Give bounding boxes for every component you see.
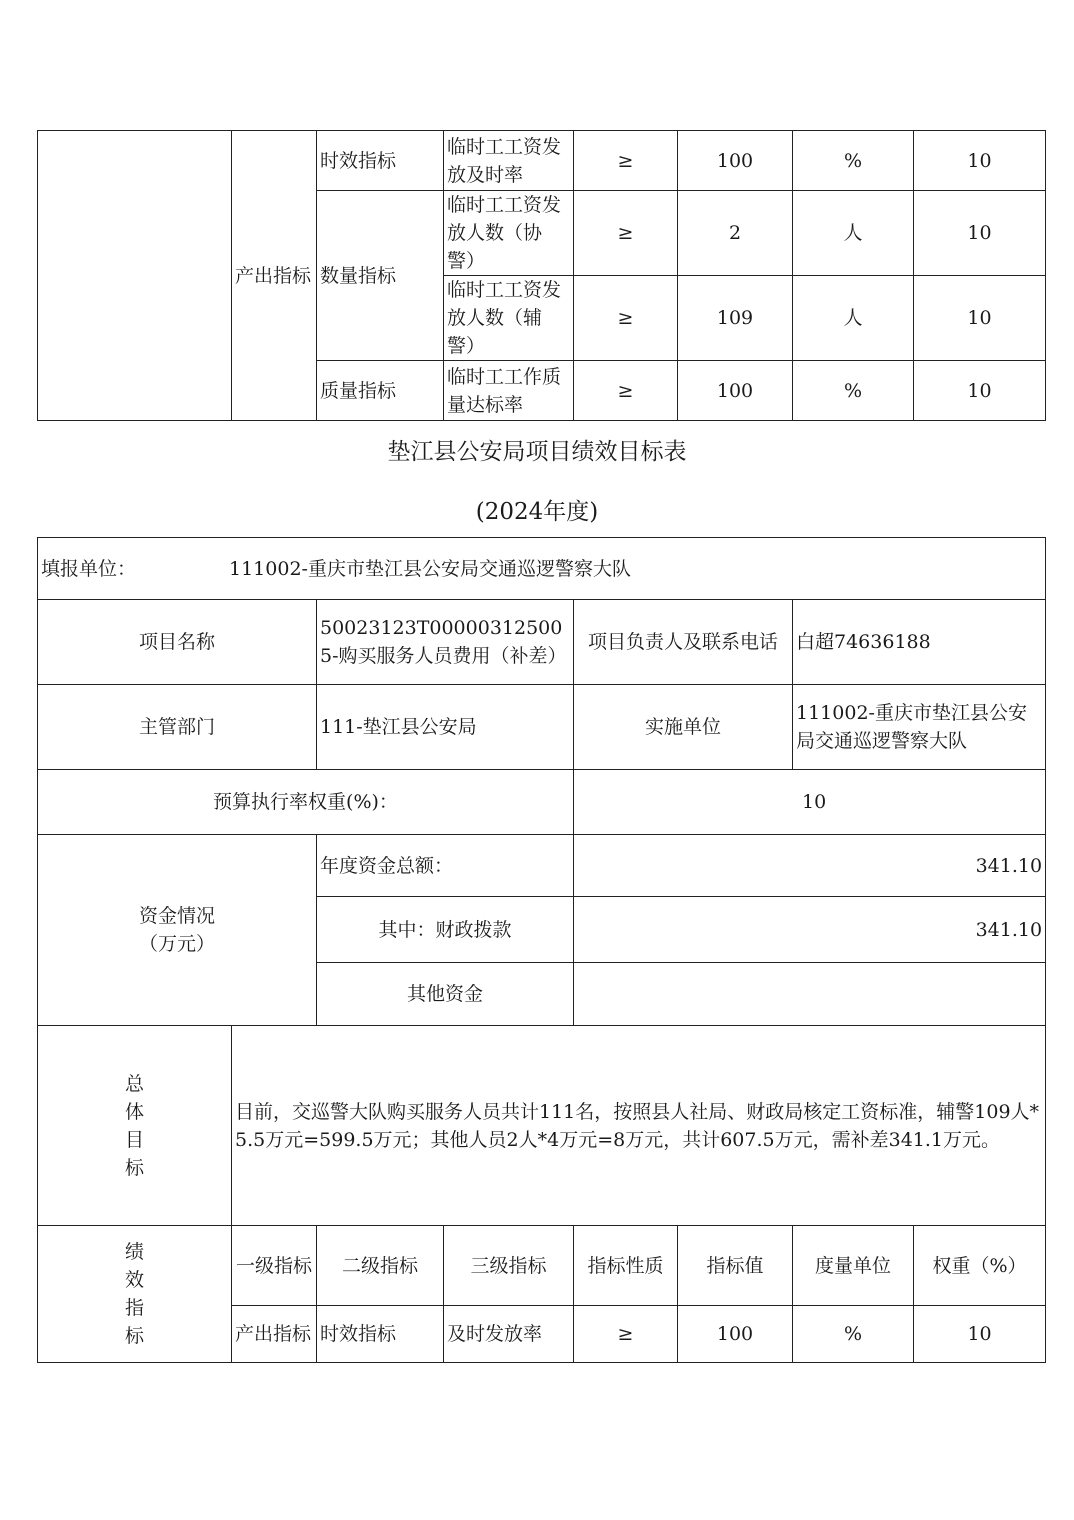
reporting-unit-row — [38, 538, 1046, 600]
level1-cell: 产出指标 — [232, 131, 317, 421]
header-weight: 权重（%） — [914, 1226, 1046, 1306]
header-level1: 一级指标 — [232, 1226, 317, 1306]
header-value: 指标值 — [678, 1226, 793, 1306]
goal-label: 总体目标 — [124, 1072, 144, 1179]
funds-label-cell — [38, 835, 317, 1026]
header-nature: 指标性质 — [574, 1226, 678, 1306]
weight-cell: 10 — [914, 276, 1046, 361]
project-name-label: 项目名称 — [38, 600, 317, 685]
funds-total-value: 341.10 — [574, 835, 1046, 897]
level3-cell: 临时工工资发放人数（协警） — [444, 191, 574, 276]
funds-other-value — [574, 963, 1046, 1026]
nature-cell: ≥ — [574, 1306, 678, 1363]
unit-cell: 人 — [793, 276, 914, 361]
document-subtitle: (2024年度) — [475, 499, 599, 525]
table-row — [38, 131, 1046, 191]
blank-cell — [38, 131, 232, 421]
unit-cell: % — [793, 361, 914, 421]
level3-cell: 临时工工资发放及时率 — [444, 131, 574, 191]
project-lead-label: 项目负责人及联系电话 — [574, 600, 793, 685]
level3-cell: 临时工工资发放人数（辅警） — [444, 276, 574, 361]
table-row — [38, 1026, 1046, 1226]
header-level2: 二级指标 — [317, 1226, 444, 1306]
goal-text: 目前，交巡警大队购买服务人员共计111名，按照县人社局、财政局核定工资标准，辅警109人*5.5万元=599.5万元；其他人员2人*4万元=8万元，共计607.5万元，需补差341.1万元。 — [232, 1026, 1046, 1226]
impl-unit-value: 111002-重庆市垫江县公安局交通巡逻警察大队 — [793, 685, 1046, 770]
weight-cell: 10 — [914, 1306, 1046, 1363]
level2-cell: 时效指标 — [317, 131, 444, 191]
nature-cell: ≥ — [574, 276, 678, 361]
level2-cell: 时效指标 — [317, 1306, 444, 1363]
unit-cell: % — [793, 1306, 914, 1363]
continued-indicator-table — [37, 130, 1046, 421]
table-row — [38, 1226, 1046, 1306]
budget-rate-label: 预算执行率权重(%)： — [38, 770, 574, 835]
value-cell: 100 — [678, 361, 793, 421]
dept-label: 主管部门 — [38, 685, 317, 770]
unit-cell: % — [793, 131, 914, 191]
weight-cell: 10 — [914, 191, 1046, 276]
funds-other-label: 其他资金 — [317, 963, 574, 1026]
table-row — [38, 600, 1046, 685]
nature-cell: ≥ — [574, 191, 678, 276]
perf-label-cell — [38, 1226, 232, 1363]
level1-cell: 产出指标 — [232, 1306, 317, 1363]
value-cell: 109 — [678, 276, 793, 361]
nature-cell: ≥ — [574, 361, 678, 421]
value-cell: 100 — [678, 131, 793, 191]
value-cell: 2 — [678, 191, 793, 276]
level2-cell: 质量指标 — [317, 361, 444, 421]
reporting-unit-label: 填报单位： — [41, 557, 137, 580]
level3-cell: 临时工工作质量达标率 — [444, 361, 574, 421]
level2-cell: 数量指标 — [317, 191, 444, 361]
header-unit: 度量单位 — [793, 1226, 914, 1306]
unit-cell: 人 — [793, 191, 914, 276]
header-level3: 三级指标 — [444, 1226, 574, 1306]
weight-cell: 10 — [914, 361, 1046, 421]
perf-label: 绩效指标 — [124, 1241, 144, 1347]
project-name-value: 50023123T000003125005-购买服务人员费用（补差） — [317, 600, 574, 685]
table-row — [38, 685, 1046, 770]
funds-total-label: 年度资金总额： — [317, 835, 574, 897]
reporting-unit-value: 111002-重庆市垫江县公安局交通巡逻警察大队 — [229, 557, 631, 580]
project-lead-value: 白超74636188 — [793, 600, 1046, 685]
weight-cell: 10 — [914, 131, 1046, 191]
nature-cell: ≥ — [574, 131, 678, 191]
funds-fiscal-value: 341.10 — [574, 897, 1046, 963]
funds-fiscal-label: 其中：财政拨款 — [317, 897, 574, 963]
impl-unit-label: 实施单位 — [574, 685, 793, 770]
table-row — [38, 770, 1046, 835]
document-title: 垫江县公安局项目绩效目标表 — [387, 439, 687, 465]
funds-label: 资金情况（万元） — [138, 905, 215, 955]
value-cell: 100 — [678, 1306, 793, 1363]
table-row — [38, 835, 1046, 897]
dept-value: 111-垫江县公安局 — [317, 685, 574, 770]
performance-target-table — [37, 537, 1046, 1363]
goal-label-cell — [38, 1026, 232, 1226]
table-row — [38, 538, 1046, 600]
budget-rate-value: 10 — [574, 770, 1046, 835]
level3-cell: 及时发放率 — [444, 1306, 574, 1363]
